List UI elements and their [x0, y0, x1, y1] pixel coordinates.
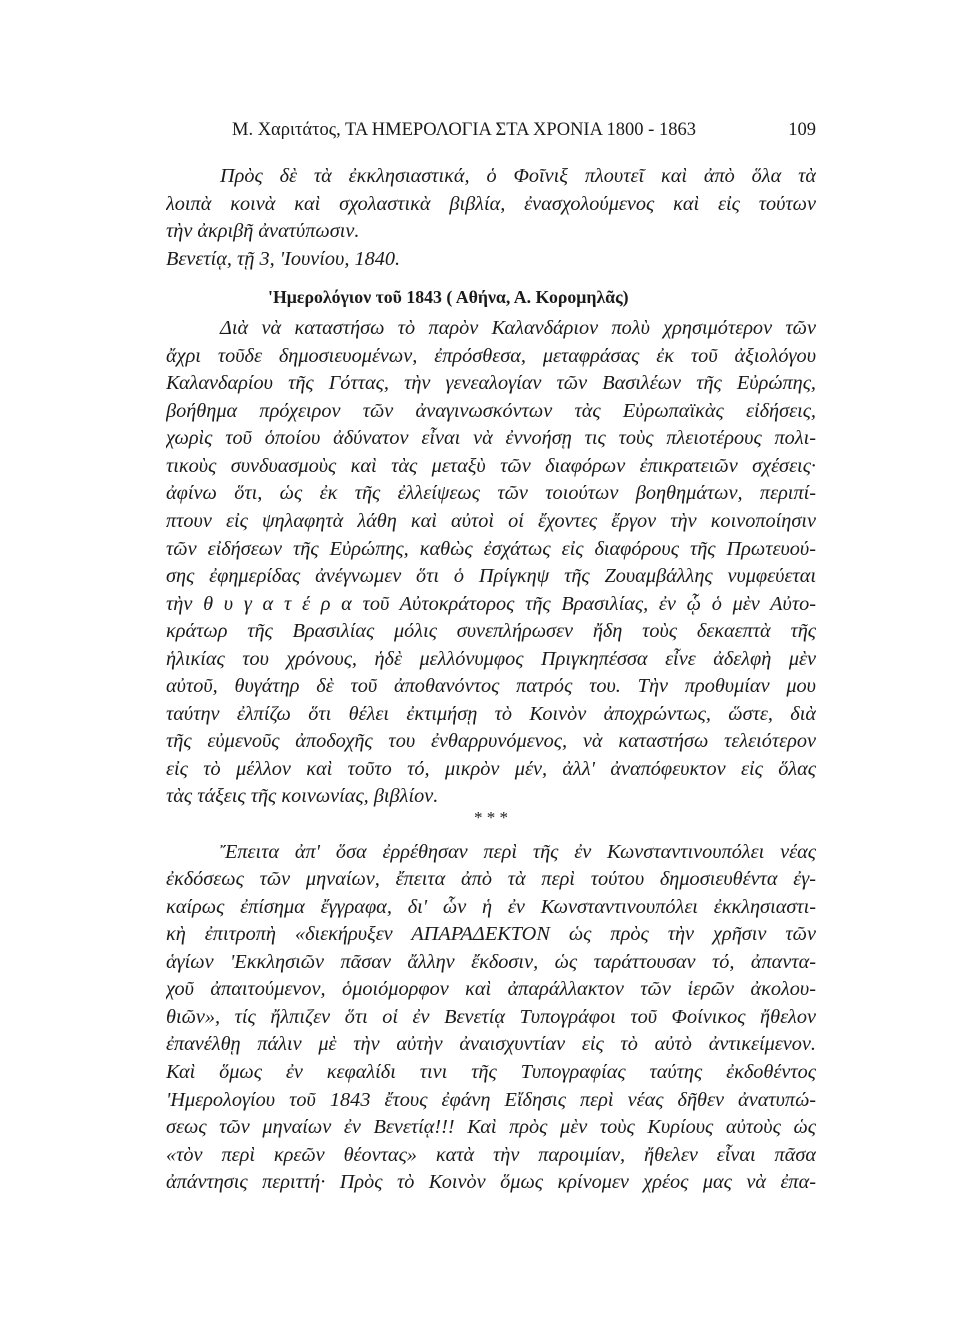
text-line: τὴν ἀκριβῆ ἀνατύπωσιν.: [166, 220, 360, 243]
running-header: [232, 120, 816, 144]
text-line: ἐπανέλθῃ πάλιν μὲ τὴν αὐτὴν ἀναισχυντίαν εἰς τὸ αὐτὸ ἀντικείμενον.: [166, 1033, 816, 1056]
text-line: χοῦ ἀπαιτούμενον, ὁμοιόμορφον καὶ ἀπαράλλακτον τῶν ἱερῶν ἀκολου-: [166, 978, 816, 1001]
text-line: Ἔπειτα ἀπ' ὅσα ἐρρέθησαν περὶ τῆς ἐν Κωνσταντινουπόλει νέας: [220, 840, 816, 863]
text-line: κὴ ἐπιτροπὴ «διεκήρυξεν ΑΠΑΡΑΔΕΚΤΟΝ ὡς πρὸς τὴν χρῆσιν τῶν: [166, 923, 816, 946]
running-title: Μ. Χαριτάτος, ΤΑ ΗΜΕΡΟΛΟΓΙΑ ΣΤΑ ΧΡΟΝΙΑ 1800 - 1863: [232, 120, 696, 140]
text-line: σεως τῶν μηναίων ἐν Βενετίᾳ!!! Καὶ πρὸς μὲν τοὺς Κυρίους αὐτοὺς ὡς: [166, 1116, 816, 1139]
body-text: [166, 163, 816, 1197]
text-line: τικοὺς συνδυασμοὺς καὶ τὰς μεταξὺ τῶν διαφόρων ἐπικρατειῶν σχέσεις·: [166, 454, 816, 477]
section-break-asterisks: * * *: [474, 811, 508, 828]
text-line: πτουν εἰς ψηλαφητὰ λάθη καὶ αὐτοὶ οἱ ἔχοντες ἔργον τὴν κοινοποίησιν: [166, 510, 816, 533]
section-heading: 'Ημερολόγιον τοῦ 1843 ( Αθήνα, Α. Κορομηλᾶς): [268, 287, 629, 308]
dateline: Βενετίᾳ, τῇ 3, 'Ιουνίου, 1840.: [166, 247, 401, 270]
text-line: τῆς εὐμενοῦς ἀποδοχῆς του ἐνθαρρυνόμενος, νὰ καταστήσω τελειότερον: [166, 730, 816, 753]
text-line: αὐτοῦ, θυγάτηρ δὲ τοῦ ἀποθανόντος πατρός του. Τὴν προθυμίαν μου: [166, 675, 816, 698]
text-line: ἁγίων 'Εκκλησιῶν πᾶσαν ἄλλην ἔκδοσιν, ὡς ταράττουσαν τό, ἀπαντα-: [166, 950, 816, 973]
text-line: ἄχρι τοῦδε δημοσιευομένων, ἐπρόσθεσα, μεταφράσας ἐκ τοῦ ἀξιολόγου: [166, 344, 816, 367]
text-line: Πρὸς δὲ τὰ ἐκκλησιαστικά, ὁ Φοῖνιξ πλουτεῖ καὶ ἀπὸ ὅλα τὰ: [220, 165, 816, 187]
text-line: καίρως ἐπίσημα ἔγγραφα, δι' ὧν ἡ ἐν Κωνσταντινουπόλει ἐκκλησιαστι-: [166, 895, 816, 918]
text-line: ἀπάντησις περιττή· Πρὸς τὸ Κοινὸν ὅμως κρίνομεν χρέος μας νὰ ἐπα-: [166, 1171, 816, 1194]
text-line: εἰς τὸ μέλλον καὶ τοῦτο τό, μικρὸν μέν, ἀλλ' ἀναπόφευκτον εἰς ὅλας: [166, 757, 816, 780]
text-line: χωρὶς τοῦ ὁποίου ἀδύνατον εἶναι νὰ ἐννοήσῃ τις τοὺς πλειοτέρους πολι-: [166, 427, 816, 450]
text-line: Καὶ ὅμως ἐν κεφαλίδι τινι τῆς Τυπογραφίας ταύτης ἐκδοθέντος: [166, 1060, 816, 1083]
text-line: σης ἐφημερίδας ἀνέγνωμεν ὅτι ὁ Πρίγκηψ τῆς Ζουαμβάλλης νυμφεύεται: [166, 565, 816, 588]
text-line: τῶν εἰδήσεων τῆς Εὐρώπης, καθὼς ἐσχάτως εἰς διαφόρους τῆς Πρωτευού-: [166, 537, 816, 560]
text-line: «τὸν περὶ κρεῶν θέοντας» κατὰ τὴν παροιμίαν, ἤθελεν εἶναι πᾶσα: [166, 1143, 816, 1166]
text-line: Διὰ νὰ καταστήσω τὸ παρὸν Καλανδάριον πολὺ χρησιμότερον τῶν: [220, 317, 816, 340]
text-line: Καλανδαρίου τῆς Γόττας, τὴν γενεαλογίαν τῶν Βασιλέων τῆς Εὐρώπης,: [166, 372, 816, 395]
text-line: βοήθημα πρόχειρον τῶν ἀναγινωσκόντων τὰς Εὐρωπαϊκὰς εἰδήσεις,: [166, 399, 816, 422]
text-line: θιῶν», τίς ἤλπιζεν ὅτι οἱ ἐν Βενετίᾳ Τυπογράφοι τοῦ Φοίνικος ἤθελον: [166, 1005, 816, 1028]
text-line: 'Ημερολογίου τοῦ 1843 ἔτους ἐφάνη Εἴδησις περὶ νέας δῆθεν ἀνατυπώ-: [166, 1088, 816, 1111]
text-line: λοιπὰ κοινὰ καὶ σχολαστικὰ βιβλία, ἐνασχολούμενος καὶ εἰς τούτων: [166, 192, 816, 215]
text-line: κράτωρ τῆς Βρασιλίας μόλις συνεπλήρωσεν ἤδη τοὺς δεκαεπτὰ τῆς: [166, 620, 816, 643]
page-number: 109: [788, 120, 816, 140]
text-line: ἀφίνω ὅτι, ὡς ἐκ τῆς ἐλλείψεως τῶν τοιούτων βοηθημάτων, περιπί-: [166, 482, 816, 505]
text-line: τὰς τάξεις τῆς κοινωνίας, βιβλίον.: [166, 785, 439, 808]
text-line: ταύτην ἐλπίζω ὅτι θέλει ἐκτιμήσῃ τὸ Κοινὸν ἀποχρώντως, ὥστε, διὰ: [166, 702, 816, 725]
text-line: ἡλικίας του χρόνους, ἡδὲ μελλόνυμφος Πριγκηπέσσα εἶνε ἀδελφὴ μὲν: [166, 647, 816, 670]
text-line: ἐκδόσεως τῶν μηναίων, ἔπειτα ἀπὸ τὰ περὶ τούτου δημοσιευθέντα ἐγ-: [166, 868, 816, 891]
text-line: τὴν θ υ γ α τ έ ρ α τοῦ Αὐτοκράτορος τῆς Βρασιλίας, ἐν ᾧ ὁ μὲν Αὐτο-: [166, 592, 816, 615]
